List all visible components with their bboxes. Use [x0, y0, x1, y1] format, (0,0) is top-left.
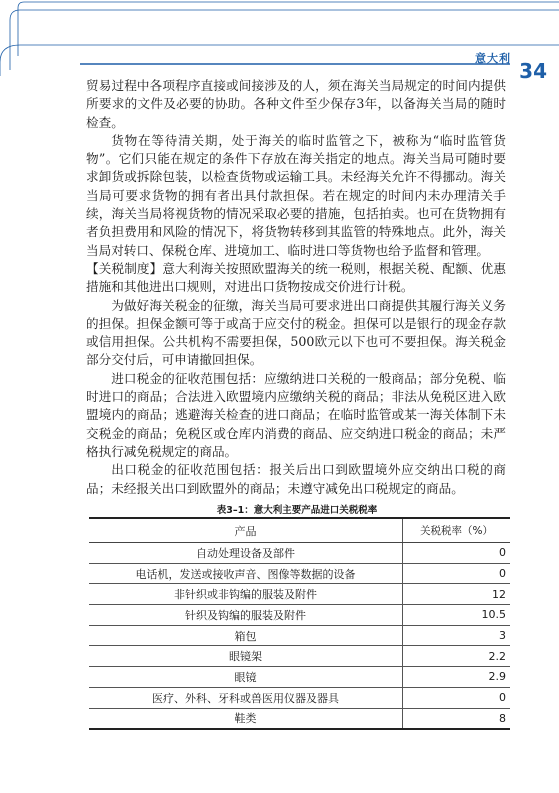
product-cell: 眼镜 [89, 667, 403, 688]
paragraph: 进口税金的征收范围包括：应缴纳进口关税的一般商品；部分免税、临时进口的商品；合法进入欧盟境内应缴纳关税的商品；非法从免税区进入欧盟境内的商品；逃避海关检查的进口商品；在临时监管或某一海关体制下未交税金的商品；免税区或仓库内消费的商品、应交纳进口税金的商品；未严格执行减免税规定的商品。 [86, 370, 506, 459]
product-cell: 非针织或非钩编的服装及附件 [89, 584, 403, 605]
column-header-rate: 关税税率（%） [403, 518, 511, 543]
table-row [89, 667, 510, 688]
product-cell: 自动处理设备及部件 [89, 543, 403, 564]
product-cell: 医疗、外科、牙科或兽医用仪器及器具 [89, 687, 403, 708]
page-number: 34 [519, 59, 547, 83]
rate-cell: 8 [403, 708, 511, 729]
table-row [89, 646, 510, 667]
paragraph: 【关税制度】意大利海关按照欧盟海关的统一税则，根据关税、配额、优惠措施和其他进出口规则，对进出口货物按成交价进行计税。 [86, 260, 506, 295]
rate-cell: 0 [403, 687, 511, 708]
rate-cell: 2.9 [403, 667, 511, 688]
table-header-row [89, 518, 510, 543]
tariff-table [89, 517, 510, 730]
table-row [89, 605, 510, 626]
product-cell: 电话机，发送或接收声音、图像等数据的设备 [89, 563, 403, 584]
product-cell: 针织及钩编的服装及附件 [89, 605, 403, 626]
rate-cell: 2.2 [403, 646, 511, 667]
chapter-title: 意大利 [475, 52, 511, 65]
rate-cell: 12 [403, 584, 511, 605]
column-header-product: 产品 [89, 518, 403, 543]
table-row [89, 563, 510, 584]
table-row [89, 687, 510, 708]
rate-cell: 0 [403, 563, 511, 584]
body-text [86, 77, 506, 498]
table-row [89, 625, 510, 646]
table-row [89, 543, 510, 564]
table-row [89, 708, 510, 729]
product-cell: 眼镜架 [89, 646, 403, 667]
table-row [89, 584, 510, 605]
page-header [0, 0, 559, 85]
table-caption: 表3–1：意大利主要产品进口关税税率 [216, 505, 378, 516]
rate-cell: 10.5 [403, 605, 511, 626]
paragraph: 贸易过程中各项程序直接或间接涉及的人，须在海关当局规定的时间内提供所要求的文件及必要的协助。各种文件至少保存3年，以备海关当局的随时检查。 [86, 78, 506, 130]
product-cell: 鞋类 [89, 708, 403, 729]
paragraph: 货物在等待清关期，处于海关的临时监管之下，被称为“临时监管货物”。它们只能在规定的条件下存放在海关指定的地点。海关当局可随时要求卸货或拆除包装，以检查货物或运输工具。未经海关允许不得挪动。海关当局可要求货物的拥有者出具付款担保。若在规定的时间内未办理清关手续，海关当局将视货物的情况采取必要的措施，包括拍卖。也可在货物拥有者负担费用和风险的情况下，将货物转移到其监管的特殊地点。此外，海关当局对转口、保税仓库、进境加工、临时进口等货物也给予监督和管理。 [86, 132, 506, 258]
paragraph: 出口税金的征收范围包括：报关后出口到欧盟境外应交纳出口税的商品；未经报关出口到欧盟外的商品；未遵守减免出口税规定的商品。 [86, 462, 506, 496]
paragraph: 为做好海关税金的征缴，海关当局可要求进出口商提供其履行海关义务的担保。担保金额可等于或高于应交付的税金。担保可以是银行的现金存款或信用担保。公共机构不需要担保，500欧元以下也可不要担保。海关税金部分交付后，可申请撤回担保。 [86, 297, 506, 368]
rate-cell: 3 [403, 625, 511, 646]
product-cell: 箱包 [89, 625, 403, 646]
header-decoration [0, 0, 559, 85]
rate-cell: 0 [403, 543, 511, 564]
